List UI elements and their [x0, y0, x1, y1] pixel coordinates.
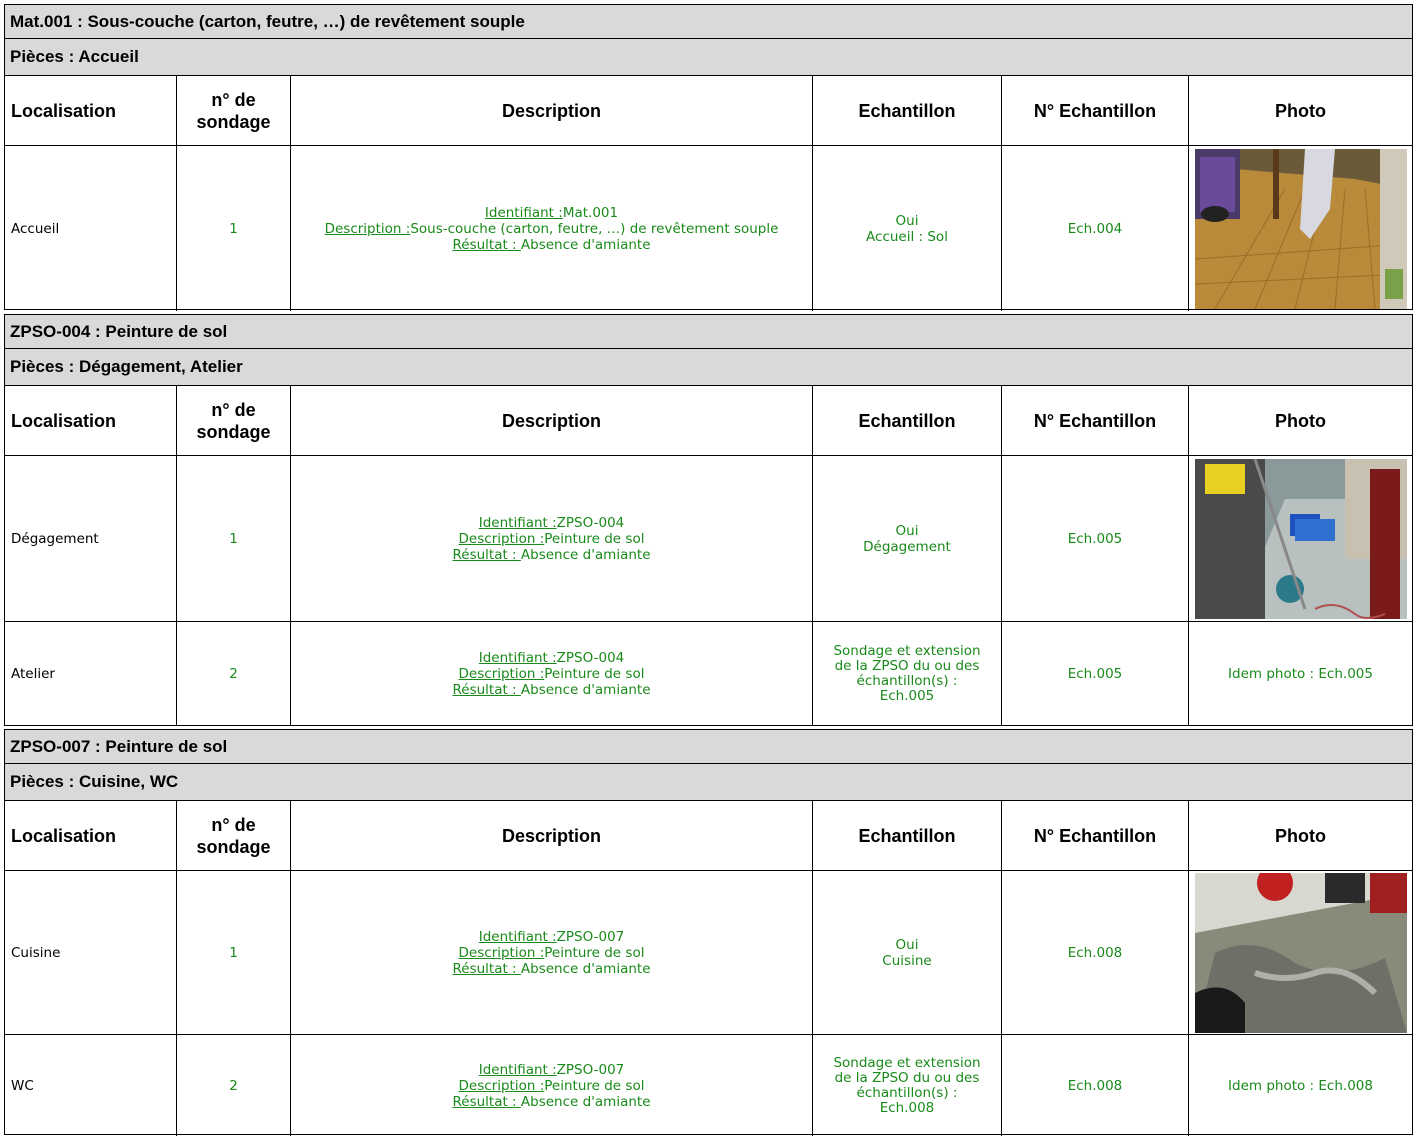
table-row: [5, 456, 1412, 622]
cell-sondage: 1: [177, 146, 291, 311]
identifiant-link[interactable]: Identifiant :: [478, 928, 557, 945]
col-num-echantillon: N° Echantillon: [1002, 801, 1189, 870]
echantillon-line1: Oui: [895, 212, 919, 229]
cell-localisation: Cuisine: [5, 871, 177, 1034]
identifiant-link[interactable]: Identifiant :: [478, 1061, 557, 1078]
col-description: Description: [291, 801, 813, 870]
section-zpso-007: [4, 729, 1413, 1135]
cell-num-echantillon: Ech.008: [1002, 1035, 1189, 1136]
identifiant-value: Mat.001: [562, 204, 619, 221]
col-sondage: n° de sondage: [177, 801, 291, 870]
cell-echantillon: [813, 1035, 1002, 1136]
description-link[interactable]: Description :: [458, 530, 545, 547]
cell-photo: [1189, 871, 1412, 1034]
cell-sondage: 1: [177, 456, 291, 621]
description-value: Peinture de sol: [544, 944, 645, 961]
photo-floor-wood-icon: [1195, 149, 1407, 309]
cell-sondage: 2: [177, 622, 291, 725]
cell-photo-text: Idem photo : Ech.005: [1228, 665, 1373, 682]
section-zpso-004: [4, 314, 1413, 726]
identifiant-value: ZPSO-004: [556, 649, 625, 666]
cell-localisation: Accueil: [5, 146, 177, 311]
col-localisation: Localisation: [5, 386, 177, 455]
identifiant-value: ZPSO-007: [556, 928, 625, 945]
identifiant-value: ZPSO-004: [556, 514, 625, 531]
cell-localisation: WC: [5, 1035, 177, 1136]
cell-num-echantillon: Ech.005: [1002, 456, 1189, 621]
description-link[interactable]: Description :: [324, 220, 411, 237]
echantillon-line2: Accueil : Sol: [866, 228, 948, 245]
table-row: [5, 871, 1412, 1035]
description-link[interactable]: Description :: [458, 944, 545, 961]
description-value: Peinture de sol: [544, 530, 645, 547]
resultat-link[interactable]: Résultat :: [452, 960, 521, 977]
description-link[interactable]: Description :: [458, 1077, 545, 1094]
col-num-echantillon: N° Echantillon: [1002, 76, 1189, 145]
table-row: [5, 622, 1412, 725]
description-value: Peinture de sol: [544, 665, 645, 682]
section-pieces: Pièces : Cuisine, WC: [5, 764, 1412, 801]
resultat-link[interactable]: Résultat :: [452, 236, 521, 253]
cell-echantillon: [813, 146, 1002, 311]
col-localisation: Localisation: [5, 801, 177, 870]
col-echantillon: Echantillon: [813, 801, 1002, 870]
cell-echantillon: [813, 622, 1002, 725]
echantillon-line2: Cuisine: [882, 952, 932, 969]
cell-sondage: 1: [177, 871, 291, 1034]
col-description: Description: [291, 386, 813, 455]
cell-description: [291, 146, 813, 311]
cell-photo-text: Idem photo : Ech.008: [1228, 1077, 1373, 1094]
section-pieces: Pièces : Dégagement, Atelier: [5, 349, 1412, 386]
echantillon-line2: Ech.008: [879, 1099, 935, 1116]
section-title: Mat.001 : Sous-couche (carton, feutre, …) de revêtement souple: [5, 5, 1412, 39]
col-description: Description: [291, 76, 813, 145]
cell-description: [291, 871, 813, 1034]
col-echantillon: Echantillon: [813, 386, 1002, 455]
cell-description: [291, 1035, 813, 1136]
cell-description: [291, 456, 813, 621]
table-row: [5, 1035, 1412, 1136]
section-title: ZPSO-004 : Peinture de sol: [5, 315, 1412, 349]
column-header-row: [5, 76, 1412, 146]
cell-localisation: Dégagement: [5, 456, 177, 621]
col-photo: Photo: [1275, 100, 1326, 121]
cell-description: [291, 622, 813, 725]
section-pieces: Pièces : Accueil: [5, 39, 1412, 76]
col-sondage: n° de sondage: [177, 76, 291, 145]
cell-localisation: Atelier: [5, 622, 177, 725]
resultat-link[interactable]: Résultat :: [452, 681, 521, 698]
table-row: [5, 146, 1412, 311]
identifiant-link[interactable]: Identifiant :: [478, 514, 557, 531]
cell-num-echantillon: Ech.005: [1002, 622, 1189, 725]
photo-kitchen-floor-icon: [1195, 873, 1407, 1033]
section-mat-001: [4, 4, 1413, 310]
photo-corridor-icon: [1195, 459, 1407, 619]
echantillon-line2: Ech.005: [879, 687, 935, 704]
echantillon-line1: Sondage et extension de la ZPSO du ou des échantillon(s) :: [833, 1054, 981, 1101]
cell-echantillon: [813, 456, 1002, 621]
cell-echantillon: [813, 871, 1002, 1034]
cell-photo: [1189, 146, 1412, 311]
echantillon-line1: Oui: [895, 936, 919, 953]
echantillon-line1: Oui: [895, 522, 919, 539]
resultat-value: Absence d'amiante: [520, 681, 651, 698]
identifiant-link[interactable]: Identifiant :: [478, 649, 557, 666]
col-sondage: n° de sondage: [177, 386, 291, 455]
cell-num-echantillon: Ech.004: [1002, 146, 1189, 311]
cell-photo: [1189, 456, 1412, 621]
section-title: ZPSO-007 : Peinture de sol: [5, 730, 1412, 764]
cell-sondage: 2: [177, 1035, 291, 1136]
resultat-value: Absence d'amiante: [520, 960, 651, 977]
col-echantillon: Echantillon: [813, 76, 1002, 145]
resultat-link[interactable]: Résultat :: [452, 546, 521, 563]
col-photo: Photo: [1275, 825, 1326, 846]
identifiant-value: ZPSO-007: [556, 1061, 625, 1078]
resultat-value: Absence d'amiante: [520, 546, 651, 563]
col-num-echantillon: N° Echantillon: [1002, 386, 1189, 455]
description-value: Sous-couche (carton, feutre, …) de revêtement souple: [410, 220, 779, 237]
resultat-value: Absence d'amiante: [520, 236, 651, 253]
identifiant-link[interactable]: Identifiant :: [484, 204, 563, 221]
description-link[interactable]: Description :: [458, 665, 545, 682]
col-localisation: Localisation: [5, 76, 177, 145]
echantillon-line1: Sondage et extension de la ZPSO du ou des échantillon(s) :: [833, 642, 981, 689]
description-value: Peinture de sol: [544, 1077, 645, 1094]
col-photo: Photo: [1275, 410, 1326, 431]
resultat-value: Absence d'amiante: [520, 1093, 651, 1110]
echantillon-line2: Dégagement: [863, 538, 951, 555]
column-header-row: [5, 801, 1412, 871]
resultat-link[interactable]: Résultat :: [452, 1093, 521, 1110]
column-header-row: [5, 386, 1412, 456]
cell-num-echantillon: Ech.008: [1002, 871, 1189, 1034]
